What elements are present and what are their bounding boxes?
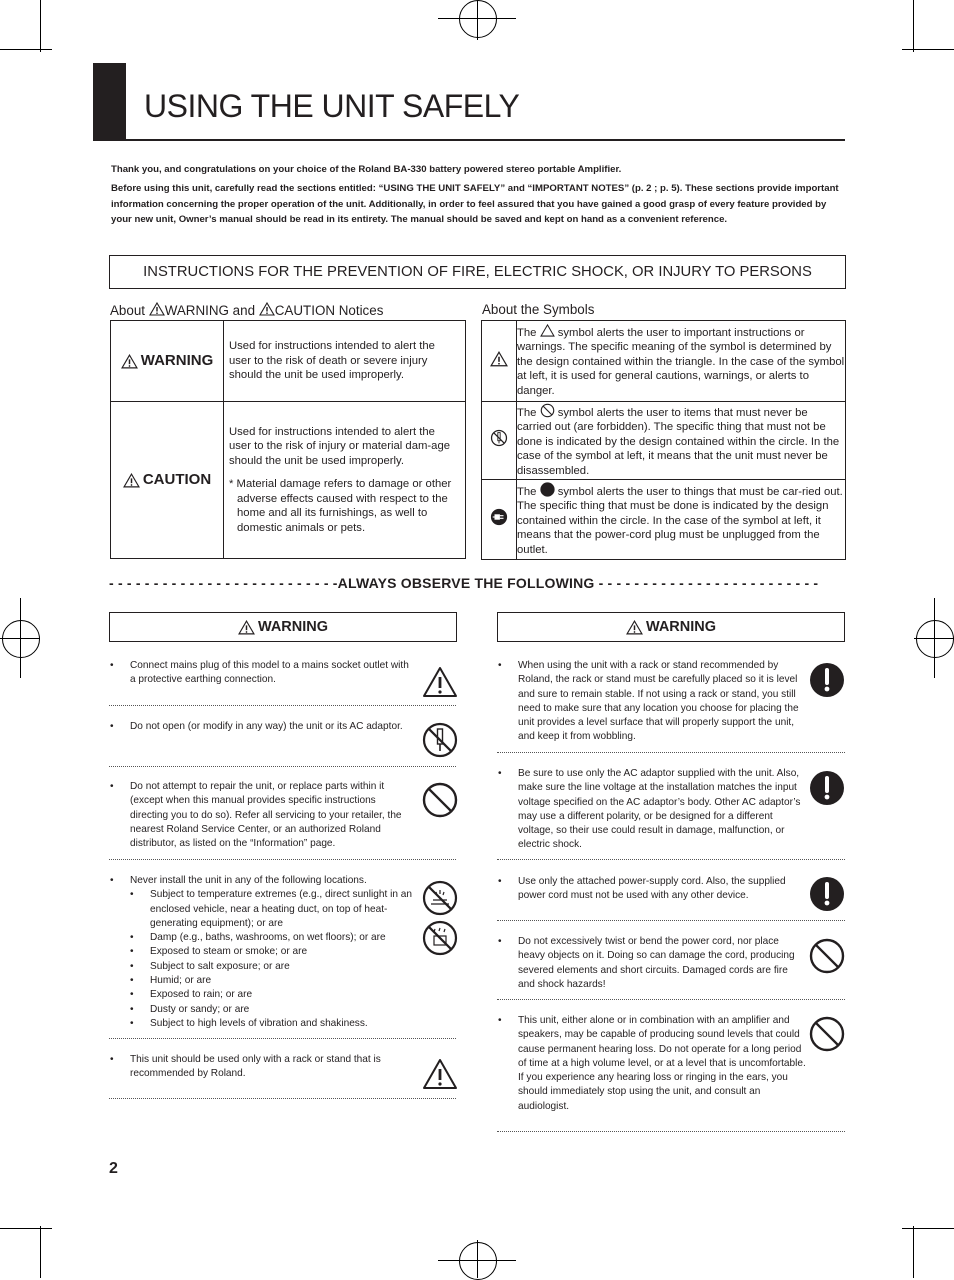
about-notices-heading bbox=[110, 302, 383, 318]
separator bbox=[109, 766, 456, 767]
sub-item: • Dusty or sandy; or are bbox=[130, 1003, 250, 1015]
warning-triangle-icon bbox=[422, 666, 458, 698]
item-text: Connect mains plug of this model to a mains socket outlet with a protective earthing connection. bbox=[130, 660, 409, 686]
caution-signal-cell bbox=[111, 402, 224, 559]
caution-desc-cell bbox=[224, 402, 466, 559]
warning-label: WARNING bbox=[257, 619, 329, 635]
mandatory-icon bbox=[809, 662, 845, 698]
page-number: 2 bbox=[109, 1160, 118, 1177]
no-water-icon bbox=[422, 920, 458, 956]
mandatory-symbol-desc: The symbol alerts the user to things that must be car-ried out. The specific thing that must be done is indicated by the design contained within the circle. In the case of the symbol at left, it means that the power-cord plug must be unplugged from the outlet. bbox=[517, 480, 846, 560]
sub-item: • Damp (e.g., baths, washrooms, on wet floors); or are bbox=[130, 932, 386, 944]
symbol-table bbox=[481, 320, 846, 560]
warning-label: WARNING bbox=[140, 351, 214, 369]
no-disassemble-icon bbox=[490, 429, 508, 447]
warning-triangle-icon bbox=[259, 302, 275, 316]
caution-note: * Material damage refers to damage or other adverse effects caused with respect to the home and all its furnishings, as well to domestic animals or pets. bbox=[229, 478, 452, 534]
heading-caution-notices: CAUTION Notices bbox=[274, 303, 384, 318]
always-observe-heading: - - - - - - - - - - - - - - - - - - - - - - - - - -ALWAYS OBSERVE THE FOLLOWING - - - - - - - - - - - - - - - - - - - - - - - - - bbox=[109, 575, 819, 591]
item-text: Be sure to use only the AC adaptor supplied with the unit. Also, make sure the line voltage at the installation matches the input voltage specified on the AC adaptor’s body. Other AC adaptor’s may use a different polarity, or be designed for a different voltage, so their use could result in damage, malfunction, or electric shock. bbox=[518, 768, 801, 851]
separator bbox=[497, 920, 845, 921]
separator bbox=[497, 859, 845, 860]
instructions-box bbox=[109, 255, 846, 289]
intro-thanks: Thank you, and congratulations on your choice of the Roland BA-330 battery powered stereo portable Amplifier. bbox=[111, 164, 622, 175]
prohibited-symbol-icon bbox=[540, 403, 555, 418]
sub-item: • Exposed to rain; or are bbox=[130, 989, 253, 1001]
title-rule bbox=[93, 139, 845, 141]
page-title: USING THE UNIT SAFELY bbox=[144, 88, 520, 124]
item-text: When using the unit with a rack or stand recommended by Roland, the rack or stand must be carefully placed so it is level and sure to remain stable. If not using a rack or stand, you still need to make sure that any location you choose for placing the unit provides a level surface that will properly support the unit, and keep it from wobbling. bbox=[518, 660, 799, 743]
warning-label: WARNING bbox=[645, 619, 717, 635]
separator bbox=[497, 1131, 845, 1132]
prohibited-icon bbox=[809, 1016, 845, 1052]
item-text: Use only the attached power-supply cord. Also, the supplied power cord must not be used with any other device. bbox=[518, 876, 786, 902]
heading-prefix: About bbox=[110, 303, 145, 318]
item-text: This unit, either alone or in combination with an amplifier and speakers, may be capable of producing sound levels that could cause permanent hearing loss. Do not operate for a long period of time at a high volume level, or at a level that is uncomfortable. If you experience any hearing loss or ringing in the ears, you should immediately stop using the unit, and consult an audiologist. bbox=[518, 1015, 806, 1112]
prohibited-icon bbox=[422, 782, 458, 818]
no-disassemble-icon bbox=[422, 722, 458, 758]
triangle-symbol-icon bbox=[540, 324, 555, 337]
separator bbox=[109, 1098, 456, 1099]
caution-description: Used for instructions intended to alert the user to the risk of injury or material dam-age should the unit be used improperly. bbox=[229, 426, 451, 467]
warning-triangle-icon bbox=[490, 351, 508, 367]
no-heat-icon bbox=[422, 880, 458, 916]
warning-triangle-icon bbox=[422, 1058, 458, 1090]
warning-triangle-icon bbox=[238, 620, 255, 635]
about-symbols-heading: About the Symbols bbox=[482, 302, 595, 317]
separator bbox=[109, 859, 456, 860]
sub-item: • Exposed to steam or smoke; or are bbox=[130, 946, 308, 958]
warning-triangle-icon bbox=[626, 620, 643, 635]
right-warning-heading bbox=[497, 612, 845, 642]
separator bbox=[109, 1038, 456, 1039]
separator bbox=[109, 705, 456, 706]
item-text: Do not open (or modify in any way) the unit or its AC adaptor. bbox=[130, 721, 403, 732]
separator bbox=[497, 752, 845, 753]
left-warning-heading bbox=[109, 612, 457, 642]
warning-signal-cell bbox=[111, 321, 224, 402]
instructions-heading: INSTRUCTIONS FOR THE PREVENTION OF FIRE, ELECTRIC SHOCK, OR INJURY TO PERSONS bbox=[143, 264, 812, 280]
item-text: Never install the unit in any of the following locations. bbox=[130, 875, 367, 886]
warning-triangle-icon bbox=[149, 302, 165, 316]
prohibit-symbol-desc: The symbol alerts the user to items that must never be carried out (are forbidden). The specific thing that must not be done is indicated by the design contained within the circle. In the case of the symbol at left, it means that the unit must never be disassembled. bbox=[517, 402, 846, 480]
heading-warning-and: WARNING and bbox=[164, 303, 256, 318]
sub-item: • Subject to temperature extremes (e.g., direct sunlight in an enclosed vehicle, near a heating duct, on top of heat-generating equipment); or are bbox=[130, 889, 413, 929]
warning-triangle-icon bbox=[123, 473, 140, 488]
triangle-symbol-desc: The symbol alerts the user to important instructions or warnings. The specific meaning of the symbol is determined by the design contained within the triangle. In the case of the symbol at left, it is used for general cautions, warnings, or alerts to danger. bbox=[517, 321, 846, 402]
warning-desc-cell bbox=[224, 321, 466, 402]
warning-description: Used for instructions intended to alert the user to the risk of death or severe injury should the unit be used improperly. bbox=[229, 340, 435, 382]
warning-triangle-icon bbox=[121, 354, 138, 369]
unplug-icon bbox=[490, 508, 508, 526]
item-text: Do not excessively twist or bend the power cord, nor place heavy objects on it. Doing so can damage the cord, producing severed elements and short circuits. Damaged cords are fire and shock hazards! bbox=[518, 936, 795, 990]
mandatory-icon bbox=[809, 876, 845, 912]
sub-item: • Subject to salt exposure; or are bbox=[130, 960, 290, 972]
intro-read-first: Before using this unit, carefully read the sections entitled: “USING THE UNIT SAFELY” and “IMPORTANT NOTES” (p. 2 ; p. 5). These sections provide important information concerning the proper operation of the unit. Additionally, in order to feel assured that you have gained a good grasp of every feature provided by your new unit, Owner’s manual should be read in its entirety. The manual should be saved and kept on hand as a convenient reference. bbox=[111, 183, 839, 225]
caution-label: CAUTION bbox=[142, 470, 212, 488]
item-text: Do not attempt to repair the unit, or replace parts within it (except when this manual provides specific instructions directing you to do so). Refer all servicing to your retailer, the nearest Roland Service Center, or an authorized Roland distributor, as listed on the “Information” page. bbox=[130, 781, 402, 850]
sub-item: • Humid; or are bbox=[130, 975, 212, 987]
item-text: This unit should be used only with a rack or stand that is recommended by Roland. bbox=[130, 1054, 381, 1080]
mandatory-symbol-icon bbox=[540, 482, 555, 497]
prohibited-icon bbox=[809, 938, 845, 974]
notice-table bbox=[110, 320, 466, 559]
sub-item: • Subject to high levels of vibration and shakiness. bbox=[130, 1017, 368, 1029]
separator bbox=[497, 999, 845, 1000]
title-bar-block bbox=[93, 63, 126, 140]
mandatory-icon bbox=[809, 770, 845, 806]
